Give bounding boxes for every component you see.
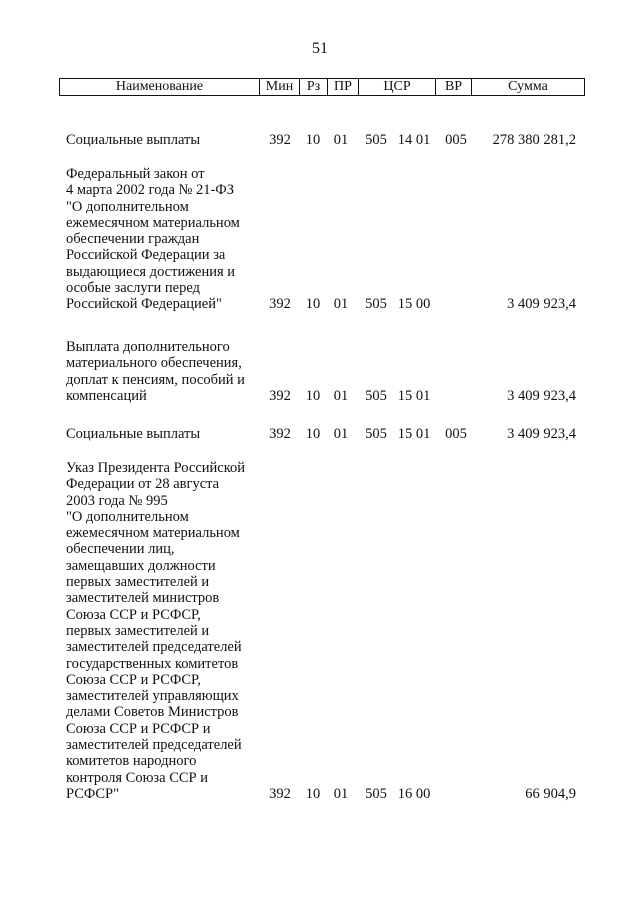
row-min: 392 <box>269 426 291 442</box>
row-csr-part1: 505 <box>365 296 387 313</box>
row-name-line: материального обеспечения, <box>66 355 242 372</box>
row-name-line: ежемесячном материальном <box>66 214 240 231</box>
row-rz: 10 <box>305 387 321 404</box>
row-sum: 3 409 923,4 <box>507 426 576 442</box>
row-name-line: обеспечении лиц, <box>66 541 175 558</box>
header-min: Мин <box>260 79 300 95</box>
row-name-line: заместителей управляющих <box>66 688 239 705</box>
row-name-line: ежемесячном материальном <box>66 525 240 542</box>
row-rz: 10 <box>305 786 321 802</box>
row-name <box>66 339 266 404</box>
row-csr-part2: 16 00 <box>397 786 431 802</box>
row-csr-part1: 505 <box>365 387 387 404</box>
row-name-line: комитетов народного <box>66 753 197 770</box>
row-rz: 10 <box>305 132 321 148</box>
row-csr-part1: 505 <box>365 786 387 802</box>
row-pr: 01 <box>333 132 349 148</box>
row-name-line: особые заслуги перед <box>66 280 200 297</box>
row-name-line: Союза ССР и РСФСР и <box>66 720 211 737</box>
row-min: 392 <box>269 296 291 313</box>
row-csr-part2: 15 01 <box>397 426 431 442</box>
row-name-line: делами Советов Министров <box>66 704 239 721</box>
row-vr: 005 <box>445 132 467 148</box>
row-name-line: Союза ССР и РСФСР, <box>66 671 201 688</box>
row-csr-part2: 15 00 <box>397 296 431 313</box>
row-min: 392 <box>269 132 291 148</box>
row-name-line: заместителей председателей <box>66 639 242 656</box>
row-name-line: компенсаций <box>66 387 147 404</box>
header-sum: Сумма <box>508 79 548 94</box>
row-csr-part1: 505 <box>365 426 387 442</box>
row-name-line: 4 марта 2002 года № 21-ФЗ <box>66 182 235 199</box>
row-name-line: Федерации от 28 августа <box>66 476 220 493</box>
row-name-line: "О дополнительном <box>66 198 189 215</box>
row-name-line: заместителей председателей <box>66 737 242 754</box>
row-sum: 278 380 281,2 <box>492 132 576 148</box>
row-pr: 01 <box>333 296 349 313</box>
header-rz: Рз <box>300 79 328 95</box>
row-sum: 3 409 923,4 <box>507 387 576 404</box>
row-name-line: РСФСР" <box>66 785 120 802</box>
header-csr: ЦСР <box>359 79 436 95</box>
row-csr-part1: 505 <box>365 132 387 148</box>
row-name-line: 2003 года № 995 <box>66 492 168 509</box>
header-name: Наименование <box>60 79 260 95</box>
row-pr: 01 <box>333 786 349 802</box>
row-name <box>66 166 266 313</box>
row-name <box>66 460 266 802</box>
row-name <box>66 426 266 442</box>
row-name-line: контроля Союза ССР и <box>66 769 209 786</box>
row-vr: 005 <box>445 426 467 442</box>
row-name-line: Выплата дополнительного <box>66 339 230 355</box>
row-name <box>66 132 266 148</box>
row-name-line: Союза ССР и РСФСР, <box>66 606 201 623</box>
row-rz: 10 <box>305 296 321 313</box>
row-name-line: первых заместителей и <box>66 574 210 591</box>
row-name-line: выдающиеся достижения и <box>66 263 236 280</box>
row-name-line: Российской Федерацией" <box>66 296 222 313</box>
page-number: 51 <box>312 40 328 57</box>
header-pr: ПР <box>328 79 359 95</box>
row-min: 392 <box>269 786 291 802</box>
row-sum: 66 904,9 <box>525 786 576 802</box>
row-pr: 01 <box>333 387 349 404</box>
row-csr-part2: 15 01 <box>397 387 431 404</box>
row-name-line: "О дополнительном <box>66 508 189 525</box>
row-csr-part2: 14 01 <box>397 132 431 148</box>
row-name-line: Российской Федерации за <box>66 247 226 264</box>
row-name-line: заместителей министров <box>66 590 220 607</box>
row-name-line: доплат к пенсиям, пособий и <box>66 371 245 388</box>
row-pr: 01 <box>333 426 349 442</box>
row-name-line: Федеральный закон от <box>66 166 205 182</box>
row-name-line: первых заместителей и <box>66 622 210 639</box>
row-sum: 3 409 923,4 <box>507 296 576 313</box>
row-name-line: Указ Президента Российской <box>66 460 246 476</box>
row-name-line: государственных комитетов <box>66 655 239 672</box>
row-name-line: замещавших должности <box>66 557 216 574</box>
row-min: 392 <box>269 387 291 404</box>
row-rz: 10 <box>305 426 321 442</box>
row-name-line: обеспечении граждан <box>66 231 200 248</box>
header-vr: ВР <box>436 79 472 95</box>
row-name-line: Социальные выплаты <box>66 426 201 442</box>
table-header <box>59 78 585 96</box>
row-name-line: Социальные выплаты <box>66 132 201 148</box>
